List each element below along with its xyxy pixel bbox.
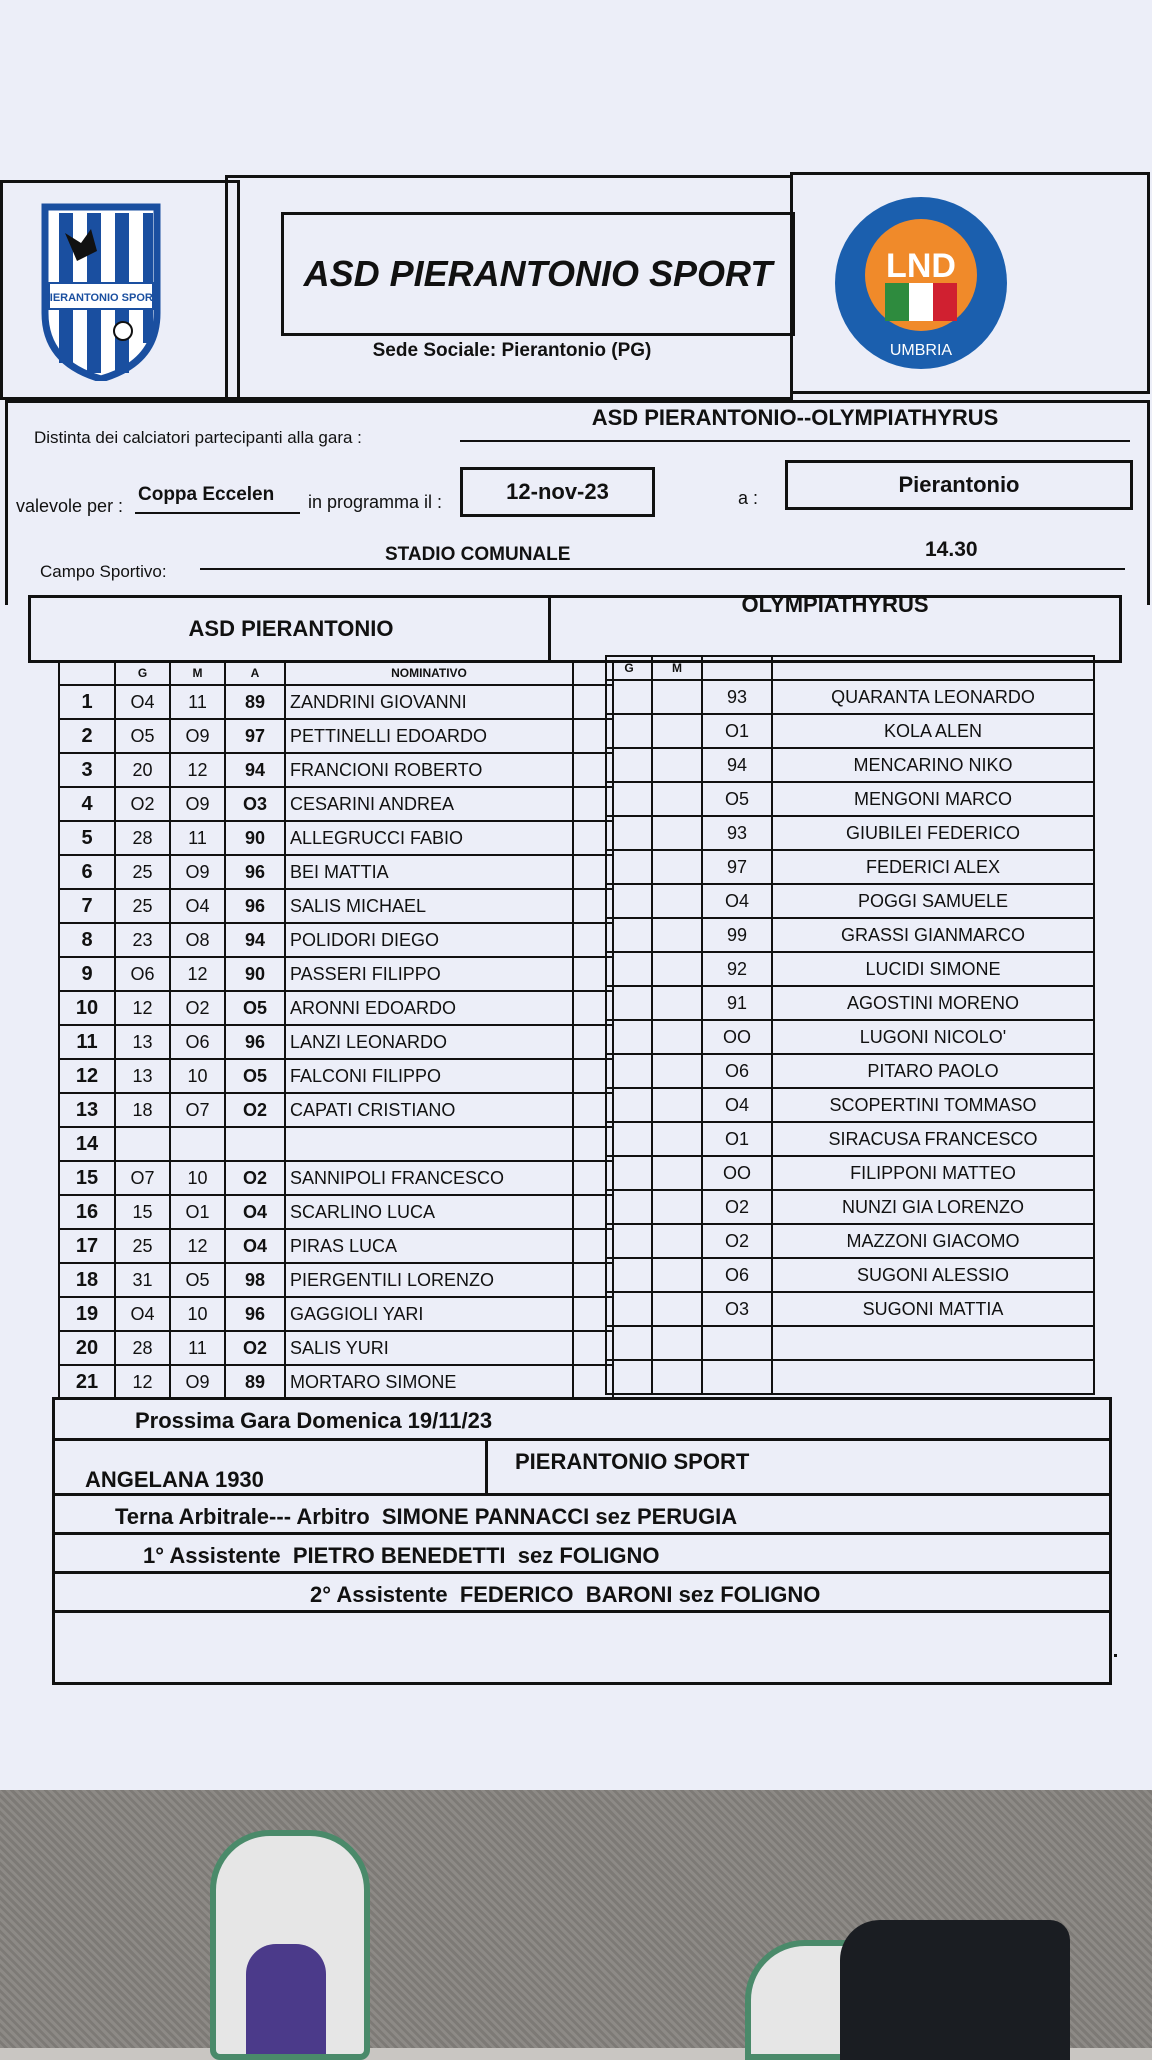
player-number: 7 bbox=[59, 889, 115, 923]
away-player-name: SUGONI MATTIA bbox=[772, 1292, 1094, 1326]
table-row bbox=[606, 1054, 1094, 1088]
away-player-a: 99 bbox=[702, 918, 772, 952]
player-number: 14 bbox=[59, 1127, 115, 1161]
table-row bbox=[59, 1195, 613, 1229]
away-g bbox=[606, 1258, 652, 1292]
player-name: ZANDRINI GIOVANNI bbox=[285, 685, 573, 719]
away-player-name: MENGONI MARCO bbox=[772, 782, 1094, 816]
away-player-a: 93 bbox=[702, 816, 772, 850]
player-g: 12 bbox=[115, 1365, 170, 1399]
away-m bbox=[652, 884, 702, 918]
table-row bbox=[606, 816, 1094, 850]
table-row bbox=[59, 991, 613, 1025]
player-name: ARONNI EDOARDO bbox=[285, 991, 573, 1025]
table-row bbox=[59, 1025, 613, 1059]
player-name: SANNIPOLI FRANCESCO bbox=[285, 1161, 573, 1195]
table-row bbox=[59, 923, 613, 957]
player-name bbox=[285, 1127, 573, 1161]
away-g bbox=[606, 1326, 652, 1360]
player-a: O5 bbox=[225, 1059, 285, 1093]
away-g bbox=[606, 1088, 652, 1122]
away-m bbox=[652, 952, 702, 986]
away-player-a: O4 bbox=[702, 1088, 772, 1122]
match-line bbox=[460, 440, 1130, 442]
away-m bbox=[652, 1292, 702, 1326]
away-player-name: MAZZONI GIACOMO bbox=[772, 1224, 1094, 1258]
away-m bbox=[652, 714, 702, 748]
away-player-a: 97 bbox=[702, 850, 772, 884]
away-player-a: O2 bbox=[702, 1190, 772, 1224]
player-g: 28 bbox=[115, 1331, 170, 1365]
player-name: SCARLINO LUCA bbox=[285, 1195, 573, 1229]
table-row bbox=[59, 1365, 613, 1399]
table-row bbox=[59, 821, 613, 855]
assistant2: 2° Assistente FEDERICO BARONI sez FOLIGNO bbox=[310, 1582, 821, 1607]
away-g bbox=[606, 680, 652, 714]
away-player-name: SCOPERTINI TOMMASO bbox=[772, 1088, 1094, 1122]
away-player-name: GRASSI GIANMARCO bbox=[772, 918, 1094, 952]
away-m bbox=[652, 1258, 702, 1292]
table-row bbox=[606, 1156, 1094, 1190]
away-player-name bbox=[772, 1360, 1094, 1394]
lnd-logo-box bbox=[790, 172, 1150, 394]
away-player-name: NUNZI GIA LORENZO bbox=[772, 1190, 1094, 1224]
player-number: 13 bbox=[59, 1093, 115, 1127]
table-row bbox=[59, 957, 613, 991]
player-m: O9 bbox=[170, 719, 225, 753]
match-time: 14.30 bbox=[925, 538, 978, 561]
away-player-a: O2 bbox=[702, 1224, 772, 1258]
player-number: 11 bbox=[59, 1025, 115, 1059]
player-number: 12 bbox=[59, 1059, 115, 1093]
away-g bbox=[606, 952, 652, 986]
away-player-a: 93 bbox=[702, 680, 772, 714]
player-number: 21 bbox=[59, 1365, 115, 1399]
away-player-a: O6 bbox=[702, 1258, 772, 1292]
table-row bbox=[59, 855, 613, 889]
away-g bbox=[606, 1292, 652, 1326]
away-player-a: OO bbox=[702, 1020, 772, 1054]
away-player-name: QUARANTA LEONARDO bbox=[772, 680, 1094, 714]
player-name: GAGGIOLI YARI bbox=[285, 1297, 573, 1331]
table-row bbox=[59, 719, 613, 753]
player-a: 90 bbox=[225, 957, 285, 991]
table-row bbox=[59, 1127, 613, 1161]
club-shield-icon bbox=[41, 203, 161, 381]
player-m: 11 bbox=[170, 821, 225, 855]
away-m bbox=[652, 918, 702, 952]
table-row bbox=[59, 889, 613, 923]
table-row bbox=[606, 850, 1094, 884]
table-row bbox=[606, 1258, 1094, 1292]
player-m: 12 bbox=[170, 1229, 225, 1263]
table-row bbox=[59, 1161, 613, 1195]
away-m bbox=[652, 1326, 702, 1360]
referee-row bbox=[52, 1493, 1112, 1535]
next-home-team: ANGELANA 1930 bbox=[85, 1467, 264, 1492]
player-g: O4 bbox=[115, 685, 170, 719]
player-g: O4 bbox=[115, 1297, 170, 1331]
away-g bbox=[606, 850, 652, 884]
player-number: 4 bbox=[59, 787, 115, 821]
player-g: 25 bbox=[115, 1229, 170, 1263]
away-m bbox=[652, 1190, 702, 1224]
player-g: 25 bbox=[115, 855, 170, 889]
away-m bbox=[652, 1088, 702, 1122]
away-player-a: 92 bbox=[702, 952, 772, 986]
player-g: 18 bbox=[115, 1093, 170, 1127]
away-player-a bbox=[702, 1360, 772, 1394]
player-m: O6 bbox=[170, 1025, 225, 1059]
away-g bbox=[606, 1360, 652, 1394]
player-number: 19 bbox=[59, 1297, 115, 1331]
player-a: 94 bbox=[225, 923, 285, 957]
player-name: FRANCIONI ROBERTO bbox=[285, 753, 573, 787]
away-player-a: O6 bbox=[702, 1054, 772, 1088]
away-g bbox=[606, 1122, 652, 1156]
player-number: 17 bbox=[59, 1229, 115, 1263]
player-m: O8 bbox=[170, 923, 225, 957]
valevole-label: valevole per : bbox=[16, 496, 124, 516]
table-row bbox=[606, 748, 1094, 782]
player-m: 11 bbox=[170, 1331, 225, 1365]
away-player-a: O4 bbox=[702, 884, 772, 918]
player-a: 94 bbox=[225, 753, 285, 787]
campo-label: Campo Sportivo: bbox=[40, 562, 167, 581]
player-m: O5 bbox=[170, 1263, 225, 1297]
away-player-a: O5 bbox=[702, 782, 772, 816]
table-row bbox=[59, 1059, 613, 1093]
away-g bbox=[606, 1156, 652, 1190]
empty-row bbox=[52, 1610, 1112, 1685]
away-player-name: SUGONI ALESSIO bbox=[772, 1258, 1094, 1292]
player-number: 15 bbox=[59, 1161, 115, 1195]
club-logo-box bbox=[0, 180, 240, 400]
player-a: O2 bbox=[225, 1161, 285, 1195]
player-g: O2 bbox=[115, 787, 170, 821]
table-row bbox=[606, 1190, 1094, 1224]
player-number: 18 bbox=[59, 1263, 115, 1297]
m-col-header: M bbox=[170, 661, 225, 685]
away-m bbox=[652, 816, 702, 850]
away-m bbox=[652, 680, 702, 714]
referee: Terna Arbitrale--- Arbitro SIMONE PANNACCI sez PERUGIA bbox=[115, 1504, 738, 1529]
table-row bbox=[59, 1263, 613, 1297]
player-a: O5 bbox=[225, 991, 285, 1025]
away-player-name: AGOSTINI MORENO bbox=[772, 986, 1094, 1020]
player-g: 31 bbox=[115, 1263, 170, 1297]
player-m: O9 bbox=[170, 787, 225, 821]
player-g: 15 bbox=[115, 1195, 170, 1229]
table-row bbox=[606, 1020, 1094, 1054]
svg-text:PIERANTONIO SPORT: PIERANTONIO SPORT bbox=[42, 292, 160, 304]
table-row bbox=[606, 1292, 1094, 1326]
next-away-team: PIERANTONIO SPORT bbox=[515, 1449, 750, 1474]
away-g bbox=[606, 986, 652, 1020]
table-row bbox=[59, 1331, 613, 1365]
away-roster-table bbox=[605, 655, 1095, 1395]
away-m-col-header: M bbox=[652, 656, 702, 680]
player-a: O2 bbox=[225, 1093, 285, 1127]
away-g bbox=[606, 918, 652, 952]
assistant1: 1° Assistente PIETRO BENEDETTI sez FOLIGNO bbox=[143, 1543, 660, 1568]
player-m: O4 bbox=[170, 889, 225, 923]
home-roster-table bbox=[58, 660, 614, 1400]
player-number: 16 bbox=[59, 1195, 115, 1229]
player-name: SALIS YURI bbox=[285, 1331, 573, 1365]
away-player-name: PITARO PAOLO bbox=[772, 1054, 1094, 1088]
player-a: 97 bbox=[225, 719, 285, 753]
next-teams-row bbox=[52, 1438, 1112, 1496]
player-m: O9 bbox=[170, 855, 225, 889]
player-a: O4 bbox=[225, 1229, 285, 1263]
away-g bbox=[606, 748, 652, 782]
player-number: 10 bbox=[59, 991, 115, 1025]
away-team-name: OLYMPIATHYRUS bbox=[741, 592, 929, 617]
player-a: 96 bbox=[225, 1025, 285, 1059]
player-g: 20 bbox=[115, 753, 170, 787]
away-roster-header bbox=[606, 656, 1094, 680]
competition-line bbox=[135, 512, 300, 514]
player-g: 23 bbox=[115, 923, 170, 957]
player-number: 8 bbox=[59, 923, 115, 957]
distinta-label: Distinta dei calciatori partecipanti alla gara : bbox=[34, 428, 362, 447]
table-row bbox=[606, 1088, 1094, 1122]
player-a: 96 bbox=[225, 855, 285, 889]
club-header bbox=[225, 175, 793, 400]
player-name: SALIS MICHAEL bbox=[285, 889, 573, 923]
away-player-name: FEDERICI ALEX bbox=[772, 850, 1094, 884]
away-team-header bbox=[548, 592, 1122, 663]
player-m: 11 bbox=[170, 685, 225, 719]
a-col-header: A bbox=[225, 661, 285, 685]
away-g bbox=[606, 816, 652, 850]
away-player-name: FILIPPONI MATTEO bbox=[772, 1156, 1094, 1190]
away-player-a: 94 bbox=[702, 748, 772, 782]
player-number: 1 bbox=[59, 685, 115, 719]
home-roster-header bbox=[59, 661, 613, 685]
away-g bbox=[606, 1190, 652, 1224]
table-row bbox=[606, 986, 1094, 1020]
next-match: Prossima Gara Domenica 19/11/23 bbox=[135, 1408, 493, 1433]
player-a: O4 bbox=[225, 1195, 285, 1229]
table-row bbox=[606, 1360, 1094, 1394]
away-name-col-header bbox=[772, 656, 1094, 680]
player-number: 20 bbox=[59, 1331, 115, 1365]
player-name: POLIDORI DIEGO bbox=[285, 923, 573, 957]
competition: Coppa Eccelen bbox=[138, 484, 275, 505]
player-a: 98 bbox=[225, 1263, 285, 1297]
player-name: LANZI LEONARDO bbox=[285, 1025, 573, 1059]
away-player-a bbox=[702, 1326, 772, 1360]
away-m bbox=[652, 1122, 702, 1156]
player-a: 96 bbox=[225, 889, 285, 923]
player-m: 10 bbox=[170, 1161, 225, 1195]
away-player-name bbox=[772, 1326, 1094, 1360]
player-g: O7 bbox=[115, 1161, 170, 1195]
away-m bbox=[652, 1156, 702, 1190]
table-row bbox=[59, 1297, 613, 1331]
away-player-a: O1 bbox=[702, 714, 772, 748]
away-g bbox=[606, 1224, 652, 1258]
player-name: MORTARO SIMONE bbox=[285, 1365, 573, 1399]
home-team-name: ASD PIERANTONIO bbox=[188, 616, 394, 641]
away-m bbox=[652, 850, 702, 884]
away-g bbox=[606, 782, 652, 816]
away-m bbox=[652, 1020, 702, 1054]
player-g: O6 bbox=[115, 957, 170, 991]
player-m: O1 bbox=[170, 1195, 225, 1229]
programma-label: in programma il : bbox=[308, 492, 443, 512]
away-player-a: O3 bbox=[702, 1292, 772, 1326]
table-row bbox=[606, 1122, 1094, 1156]
player-name: PIRAS LUCA bbox=[285, 1229, 573, 1263]
player-name: CAPATI CRISTIANO bbox=[285, 1093, 573, 1127]
player-number: 2 bbox=[59, 719, 115, 753]
assistant2-row bbox=[52, 1571, 1112, 1613]
stadium: STADIO COMUNALE bbox=[385, 544, 571, 565]
away-m bbox=[652, 1360, 702, 1394]
table-row bbox=[606, 1326, 1094, 1360]
lnd-logo-icon bbox=[833, 195, 1009, 371]
away-player-name: POGGI SAMUELE bbox=[772, 884, 1094, 918]
table-row bbox=[606, 1224, 1094, 1258]
away-player-a: 91 bbox=[702, 986, 772, 1020]
assistant1-row bbox=[52, 1532, 1112, 1574]
away-g bbox=[606, 714, 652, 748]
a-label: a : bbox=[738, 488, 759, 508]
player-number: 6 bbox=[59, 855, 115, 889]
player-m: 10 bbox=[170, 1297, 225, 1331]
next-match-row bbox=[52, 1397, 1112, 1441]
table-row bbox=[606, 714, 1094, 748]
dot-mark bbox=[1114, 1654, 1117, 1657]
svg-text:UMBRIA: UMBRIA bbox=[889, 342, 953, 359]
player-name: PETTINELLI EDOARDO bbox=[285, 719, 573, 753]
player-number: 5 bbox=[59, 821, 115, 855]
match-date: 12-nov-23 bbox=[460, 467, 655, 517]
player-name: PASSERI FILIPPO bbox=[285, 957, 573, 991]
player-a: O3 bbox=[225, 787, 285, 821]
g-col-header: G bbox=[115, 661, 170, 685]
player-g: O5 bbox=[115, 719, 170, 753]
player-name: ALLEGRUCCI FABIO bbox=[285, 821, 573, 855]
player-m: O7 bbox=[170, 1093, 225, 1127]
away-g-col-header: G bbox=[606, 656, 652, 680]
table-row bbox=[59, 753, 613, 787]
away-player-name: KOLA ALEN bbox=[772, 714, 1094, 748]
away-player-name: GIUBILEI FEDERICO bbox=[772, 816, 1094, 850]
away-player-name: MENCARINO NIKO bbox=[772, 748, 1094, 782]
table-row bbox=[606, 884, 1094, 918]
nominativo-col-header: NOMINATIVO bbox=[285, 661, 573, 685]
table-row bbox=[606, 918, 1094, 952]
player-m: 12 bbox=[170, 957, 225, 991]
away-player-a: OO bbox=[702, 1156, 772, 1190]
player-g bbox=[115, 1127, 170, 1161]
player-m: O9 bbox=[170, 1365, 225, 1399]
table-row bbox=[606, 782, 1094, 816]
match-title: ASD PIERANTONIO--OLYMPIATHYRUS bbox=[591, 405, 999, 430]
player-a: 96 bbox=[225, 1297, 285, 1331]
num-col-header bbox=[59, 661, 115, 685]
player-m bbox=[170, 1127, 225, 1161]
away-player-name: SIRACUSA FRANCESCO bbox=[772, 1122, 1094, 1156]
table-row bbox=[59, 1093, 613, 1127]
away-m bbox=[652, 748, 702, 782]
player-name: BEI MATTIA bbox=[285, 855, 573, 889]
table-row bbox=[59, 685, 613, 719]
player-name: CESARINI ANDREA bbox=[285, 787, 573, 821]
player-g: 13 bbox=[115, 1025, 170, 1059]
player-a: 90 bbox=[225, 821, 285, 855]
player-a: 89 bbox=[225, 685, 285, 719]
sede-sociale: Sede Sociale: Pierantonio (PG) bbox=[372, 340, 652, 361]
away-a-col-header bbox=[702, 656, 772, 680]
away-player-a: O1 bbox=[702, 1122, 772, 1156]
player-a bbox=[225, 1127, 285, 1161]
table-row bbox=[606, 952, 1094, 986]
away-m bbox=[652, 782, 702, 816]
player-m: 10 bbox=[170, 1059, 225, 1093]
away-player-name: LUCIDI SIMONE bbox=[772, 952, 1094, 986]
match-location: Pierantonio bbox=[785, 460, 1133, 510]
home-team-header bbox=[28, 595, 551, 663]
divider bbox=[485, 1441, 488, 1493]
campo-line bbox=[200, 568, 1125, 570]
away-g bbox=[606, 1020, 652, 1054]
player-a: O2 bbox=[225, 1331, 285, 1365]
away-g bbox=[606, 884, 652, 918]
table-row bbox=[59, 787, 613, 821]
player-m: 12 bbox=[170, 753, 225, 787]
away-m bbox=[652, 1054, 702, 1088]
away-player-name: LUGONI NICOLO' bbox=[772, 1020, 1094, 1054]
table-row bbox=[59, 1229, 613, 1263]
player-number: 9 bbox=[59, 957, 115, 991]
player-g: 12 bbox=[115, 991, 170, 1025]
player-name: PIERGENTILI LORENZO bbox=[285, 1263, 573, 1297]
player-a: 89 bbox=[225, 1365, 285, 1399]
svg-text:LND: LND bbox=[886, 247, 956, 285]
club-title: ASD PIERANTONIO SPORT bbox=[281, 212, 795, 336]
player-number: 3 bbox=[59, 753, 115, 787]
away-m bbox=[652, 986, 702, 1020]
player-g: 28 bbox=[115, 821, 170, 855]
player-m: O2 bbox=[170, 991, 225, 1025]
away-g bbox=[606, 1054, 652, 1088]
player-name: FALCONI FILIPPO bbox=[285, 1059, 573, 1093]
player-g: 25 bbox=[115, 889, 170, 923]
table-row bbox=[606, 680, 1094, 714]
black-bag bbox=[840, 1920, 1070, 2060]
away-m bbox=[652, 1224, 702, 1258]
player-g: 13 bbox=[115, 1059, 170, 1093]
shoe-left bbox=[210, 1830, 370, 2060]
